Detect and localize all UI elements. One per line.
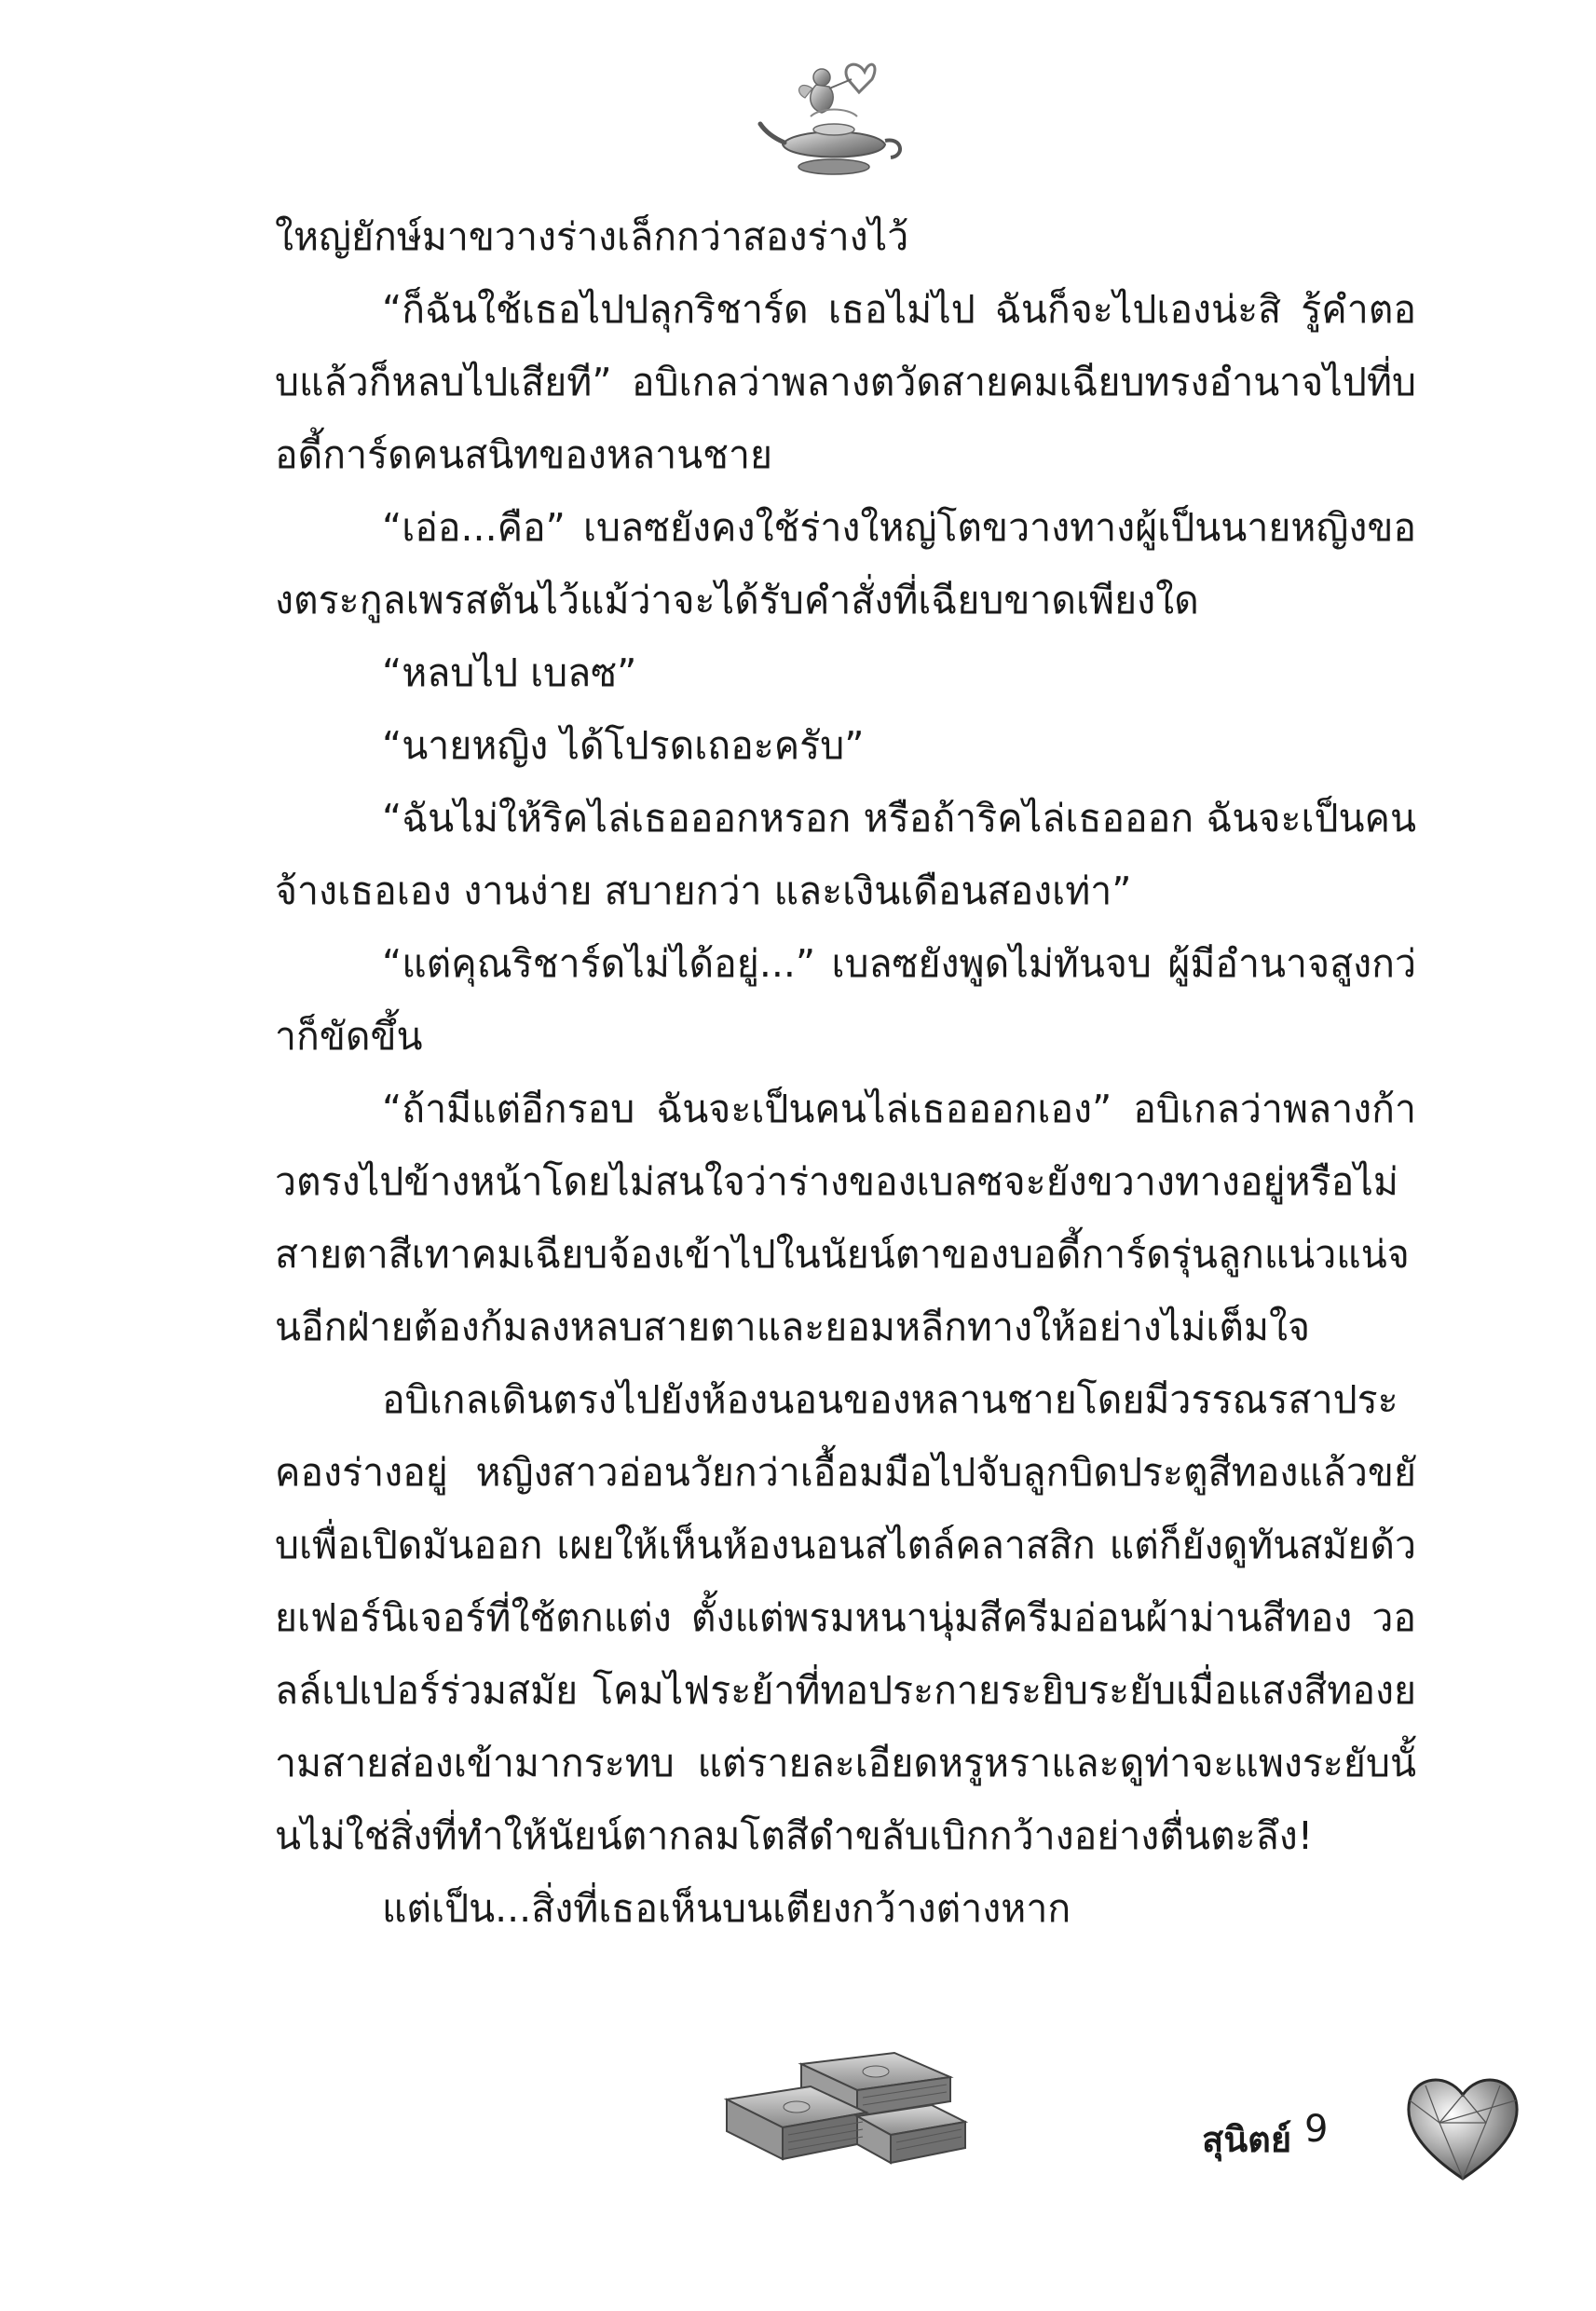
paragraph-6: “ฉันไม่ให้ริคไล่เธอออกหรอก หรือถ้าริคไล่เธอออก ฉันจะเป็นคนจ้างเธอเอง งานง่าย สบายกว่า และเงินเดือนสองเท่า” bbox=[275, 796, 1416, 913]
paragraph-3: “เอ่อ...คือ” เบลซยังคงใช้ร่างใหญ่โตขวางทางผู้เป็นนายหญิงของตระกูลเพรสตันไว้แม้ว่าจะได้รับคำสั่งที่เฉียบขาดเพียงใด bbox=[275, 505, 1416, 622]
heart-gem-icon bbox=[1402, 2069, 1523, 2185]
page-number: 9 bbox=[1304, 2108, 1329, 2151]
paragraph-4: “หลบไป เบลซ” bbox=[382, 650, 637, 695]
cupid-teapot-ornament-icon bbox=[755, 51, 913, 191]
money-stacks-icon bbox=[717, 2045, 969, 2176]
paragraph-10: แต่เป็น...สิ่งที่เธอเห็นบนเตียงกว้างต่างหาก bbox=[382, 1886, 1071, 1931]
paragraph-5: “นายหญิง ได้โปรดเถอะครับ” bbox=[382, 723, 865, 768]
paragraph-7: “แต่คุณริชาร์ดไม่ได้อยู่...” เบลซยังพูดไม่ทันจบ ผู้มีอำนาจสูงกว่าก็ขัดขึ้น bbox=[275, 941, 1416, 1059]
footer-author: สุนิตย์ bbox=[1202, 2119, 1292, 2160]
paragraph-2: “ก็ฉันใช้เธอไปปลุกริชาร์ด เธอไม่ไป ฉันก็จะไปเองน่ะสิ รู้คำตอบแล้วก็หลบไปเสียที” อบิเกลว่าพลางตวัดสายคมเฉียบทรงอำนาจไปที่บอดี้การ์ดคนสนิทของหลานชาย bbox=[275, 287, 1416, 477]
paragraph-9: อบิเกลเดินตรงไปยังห้องนอนของหลานชายโดยมีวรรณรสาประคองร่างอยู่ หญิงสาวอ่อนวัยกว่าเอื้อมมือไปจับลูกบิดประตูสีทองแล้วขยับเพื่อเปิดมันออก เผยให้เห็นห้องนอนสไตล์คลาสสิก แต่ก็ยังดูทันสมัยด้วยเฟอร์นิเจอร์ที่ใช้ตกแต่ง ตั้งแต่พรมหนานุ่มสีครีมอ่อนผ้าม่านสีทอง วอลล์เปเปอร์ร่วมสมัย โคมไฟระย้าที่ทอประกายระยิบระยับเมื่อแสงสีทองยามสายส่องเข้ามากระทบ แต่รายละเอียดหรูหราและดูท่าจะแพงระยับนั้นไม่ใช่สิ่งที่ทำให้นัยน์ตากลมโตสีดำขลับเบิกกว้างอย่างตื่นตะลึง! bbox=[275, 1377, 1416, 1858]
paragraph-8: “ถ้ามีแต่อีกรอบ ฉันจะเป็นคนไล่เธอออกเอง” อบิเกลว่าพลางก้าวตรงไปข้างหน้าโดยไม่สนใจว่าร่างของเบลซจะยังขวางทางอยู่หรือไม่สายตาสีเทาคมเฉียบจ้องเข้าไปในนัยน์ตาของบอดี้การ์ดรุ่นลูกแน่วแน่จนอีกฝ่ายต้องก้มลงหลบสายตาและยอมหลีกทางให้อย่างไม่เต็มใจ bbox=[275, 1087, 1416, 1349]
paragraph-1: ใหญ่ยักษ์มาขวางร่างเล็กกว่าสองร่างไว้ bbox=[275, 214, 909, 259]
body-text bbox=[275, 200, 1416, 1945]
